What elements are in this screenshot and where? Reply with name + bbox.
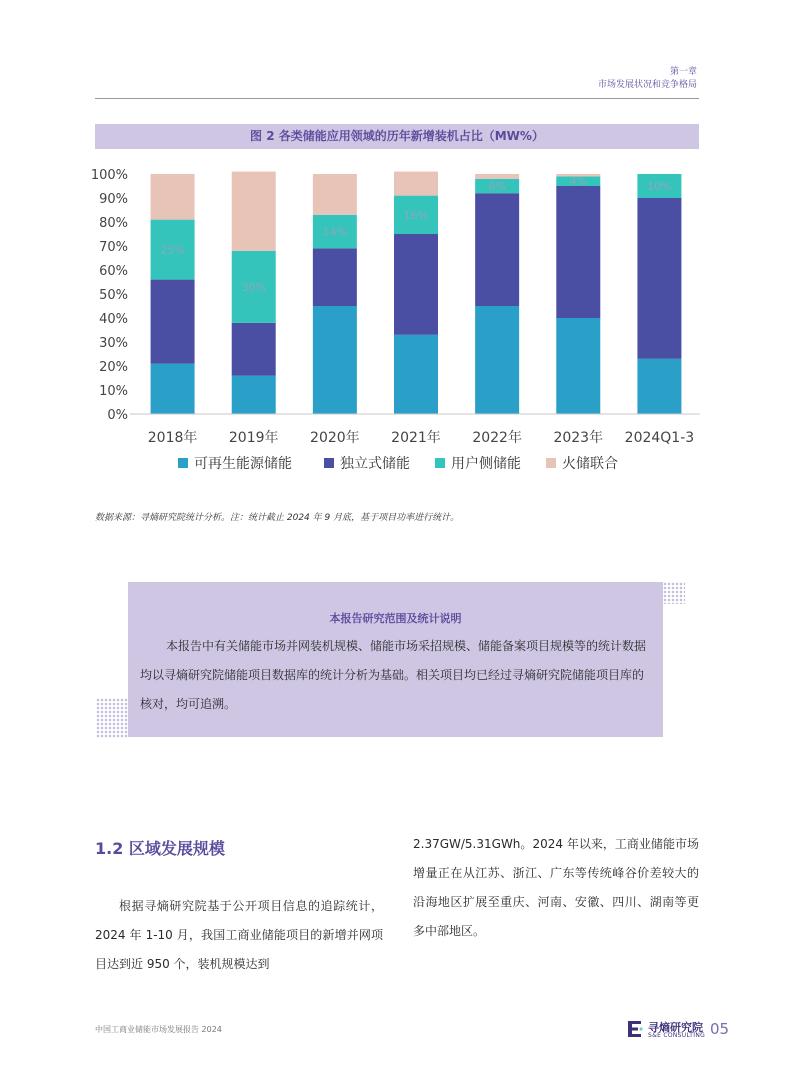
data-label: 30% bbox=[241, 280, 266, 294]
y-tick-label: 60% bbox=[99, 264, 128, 279]
y-tick-label: 10% bbox=[99, 384, 128, 399]
bar-segment bbox=[475, 193, 519, 306]
data-label: 25% bbox=[160, 243, 185, 257]
chapter-title: 市场发展状况和竞争格局 bbox=[597, 80, 697, 90]
figure-title: 图 2 各类储能应用领域的历年新增装机占比（MW%） bbox=[95, 124, 699, 149]
logo-text-en: S&E CONSULTING bbox=[648, 1032, 706, 1039]
legend-swatch bbox=[546, 458, 556, 468]
y-tick-label: 100% bbox=[90, 168, 128, 183]
x-tick-label: 2021年 bbox=[391, 430, 441, 446]
logo-icon bbox=[626, 1019, 644, 1039]
y-tick-label: 50% bbox=[99, 288, 128, 303]
section-title: 1.2 区域发展规模 bbox=[95, 839, 225, 858]
legend-label: 独立式储能 bbox=[340, 456, 410, 472]
legend-swatch bbox=[324, 458, 334, 468]
legend-label: 火储联合 bbox=[562, 456, 618, 472]
data-label: 6% bbox=[488, 180, 506, 193]
x-tick-label: 2020年 bbox=[310, 430, 360, 446]
paragraph-left: 根据寻熵研究院基于公开项目信息的追踪统计，2024 年 1-10 月，我国工商业储能项目的新增并网项目达到近 950 个，装机规模达到 bbox=[95, 899, 383, 971]
x-tick-label: 2019年 bbox=[228, 430, 279, 446]
data-label: 10% bbox=[647, 180, 672, 193]
dot-pattern-decoration bbox=[96, 698, 128, 738]
legend-swatch bbox=[178, 458, 188, 468]
bar-segment bbox=[151, 364, 195, 414]
bar-segment bbox=[556, 318, 600, 414]
x-tick-label: 2024Q1-3 bbox=[624, 430, 695, 446]
data-label: 14% bbox=[322, 225, 348, 239]
page-number: 05 bbox=[710, 1020, 730, 1038]
x-tick-label: 2023年 bbox=[553, 430, 604, 446]
chapter-header bbox=[598, 66, 697, 92]
notice-title: 本报告研究范围及统计说明 bbox=[329, 612, 462, 625]
stacked-bar-chart bbox=[90, 160, 705, 490]
bar-segment bbox=[232, 172, 276, 251]
bar-segment bbox=[313, 248, 357, 306]
bar-segment bbox=[394, 172, 438, 196]
y-tick-label: 0% bbox=[107, 408, 128, 423]
bar-segment bbox=[151, 174, 195, 220]
bar-segment bbox=[313, 306, 357, 414]
x-tick-label: 2022年 bbox=[472, 430, 522, 446]
x-tick-label: 2018年 bbox=[147, 430, 198, 446]
bar-segment bbox=[313, 174, 357, 215]
bar-segment bbox=[556, 186, 600, 318]
bar-segment bbox=[637, 359, 681, 414]
logo-text-cn: 寻熵研究院 bbox=[648, 1021, 703, 1034]
y-tick-label: 70% bbox=[99, 240, 128, 255]
chapter-label: 第一章 bbox=[669, 67, 697, 77]
notice-box bbox=[128, 582, 663, 737]
legend-label: 用户侧储能 bbox=[451, 456, 521, 472]
bar-segment bbox=[394, 234, 438, 335]
dot-pattern-decoration bbox=[663, 582, 685, 604]
y-tick-label: 20% bbox=[99, 360, 128, 375]
bar-segment bbox=[475, 174, 519, 179]
paragraph-right: 2.37GW/5.31GWh。2024 年以来，工商业储能市场增量正在从江苏、浙江、广东等传统峰谷价差较大的沿海地区扩展至重庆、河南、安徽、四川、湖南等更多中部地区。 bbox=[413, 837, 699, 938]
notice-body: 本报告中有关储能市场并网装机规模、储能市场采招规模、储能备案项目规模等的统计数据均以寻熵研究院储能项目数据库的统计分析为基础。相关项目均已经过寻熵研究院储能项目库的核对，均可追溯。 bbox=[140, 639, 647, 711]
bar-segment bbox=[475, 306, 519, 414]
y-tick-label: 30% bbox=[99, 336, 128, 351]
header-divider bbox=[95, 98, 699, 99]
legend-swatch bbox=[435, 458, 445, 468]
y-tick-label: 40% bbox=[99, 312, 128, 327]
figure-source-note: 数据来源：寻熵研究院统计分析。注：统计截止 2024 年 9 月底，基于项目功率进行统计。 bbox=[95, 513, 460, 523]
bar-segment bbox=[394, 335, 438, 414]
data-label: 4% bbox=[569, 175, 588, 189]
bar-segment bbox=[232, 376, 276, 414]
footer-report-name: 中国工商业储能市场发展报告 2024 bbox=[95, 1025, 222, 1034]
data-label: 16% bbox=[403, 208, 429, 222]
y-tick-label: 90% bbox=[99, 192, 128, 207]
y-tick-label: 80% bbox=[99, 216, 128, 231]
bar-segment bbox=[232, 323, 276, 376]
bar-segment bbox=[151, 280, 195, 364]
bar-segment bbox=[637, 198, 681, 359]
legend-label: 可再生能源储能 bbox=[194, 456, 292, 472]
